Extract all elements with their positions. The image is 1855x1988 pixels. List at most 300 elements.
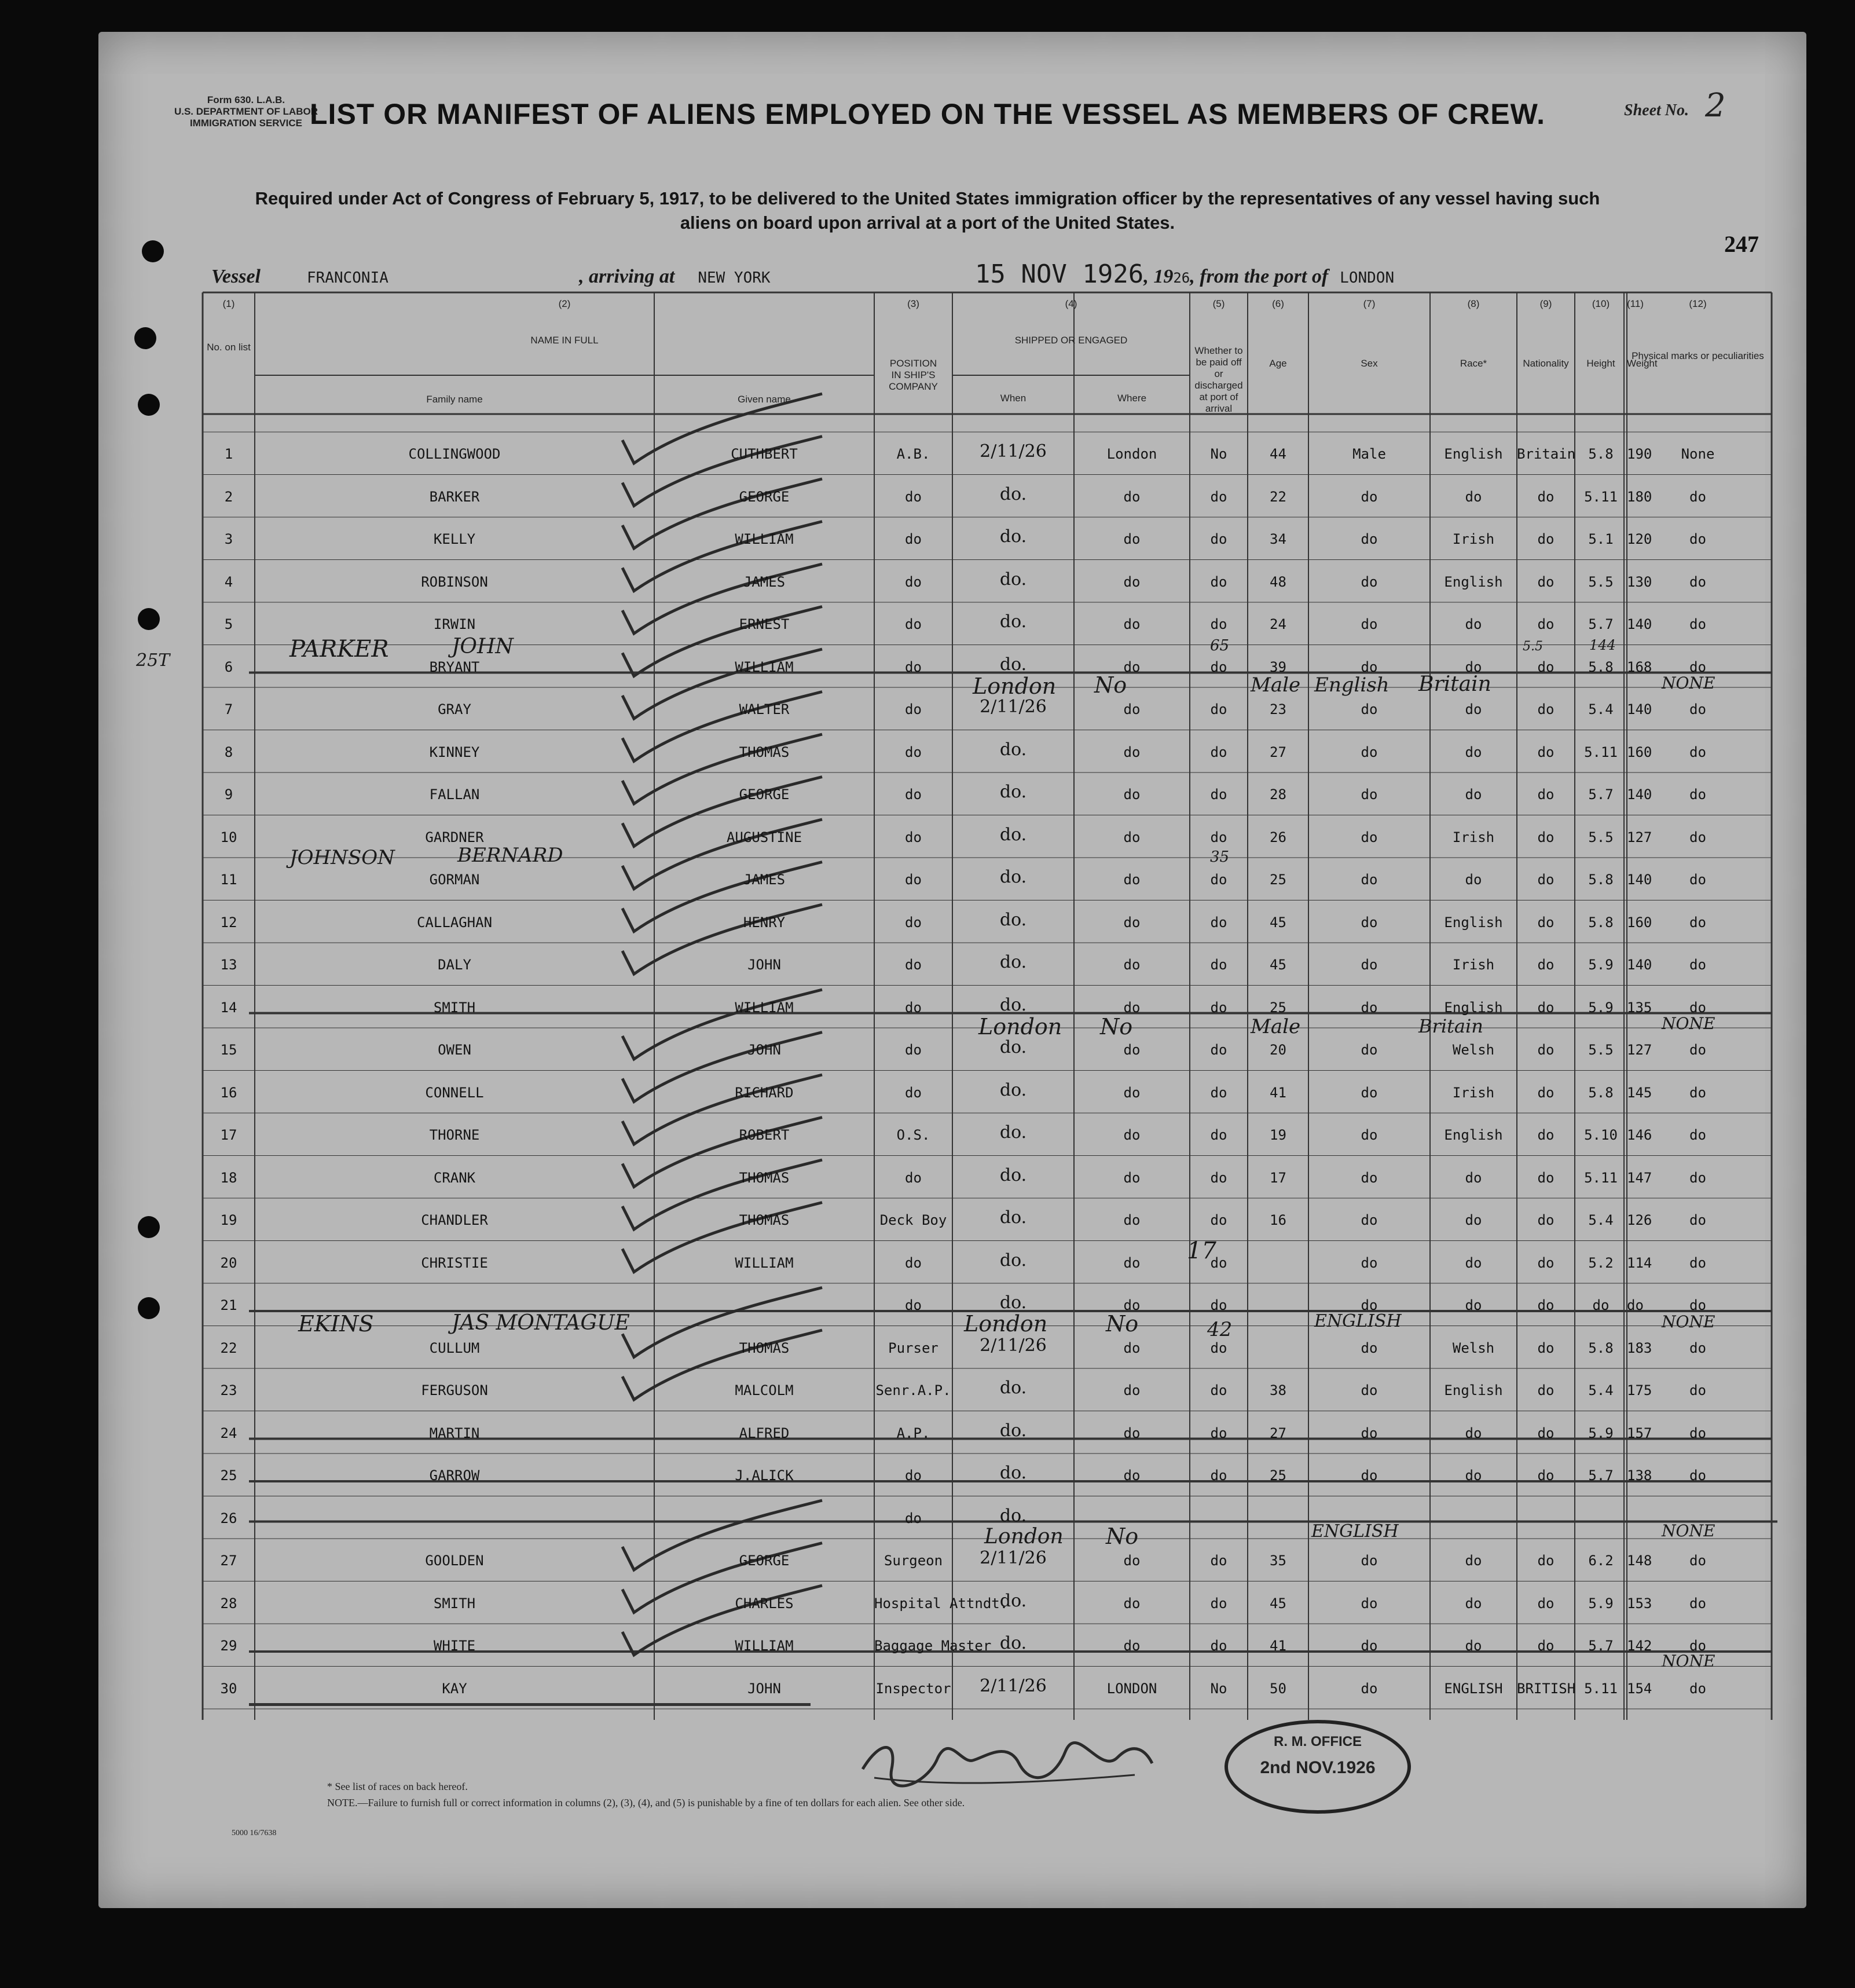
header-name-in-full: NAME IN FULL [530, 335, 599, 346]
row-marks: do [1689, 1297, 1706, 1313]
row-age: 25 [1270, 999, 1286, 1016]
row-race: English [1444, 573, 1503, 590]
row-position: do [905, 1254, 922, 1271]
header-nationality: Nationality [1523, 358, 1569, 369]
row-paid: do [1210, 999, 1227, 1016]
handwritten-r27-paid: No [1106, 1524, 1139, 1549]
row-nat: do [1537, 829, 1555, 845]
row-marks: None [1681, 446, 1715, 462]
row-marks: do [1689, 1212, 1706, 1228]
row-weight: 160 [1627, 914, 1652, 931]
row-sex: do [1361, 1595, 1378, 1612]
row-position: do [905, 531, 922, 547]
row-when: do. [999, 739, 1027, 760]
row-when: do. [999, 994, 1027, 1015]
row-position: do [905, 744, 922, 760]
row-family: CULLUM [429, 1339, 480, 1356]
row-family: CHRISTIE [421, 1254, 488, 1271]
row-family: BRYANT [429, 658, 480, 675]
row-nat: do [1537, 658, 1555, 675]
row-when: do. [999, 1037, 1027, 1057]
row-family: SMITH [433, 999, 476, 1016]
row-race: do [1465, 1595, 1482, 1612]
row-no: 25 [220, 1467, 237, 1484]
row-weight: 140 [1627, 786, 1652, 803]
row-race: do [1465, 1425, 1482, 1441]
row-height: 5.5 [1588, 573, 1614, 590]
row-paid: do [1210, 573, 1227, 590]
row-race: do [1465, 872, 1482, 888]
row-given: GEORGE [739, 1553, 790, 1569]
year-label: , 19 [1143, 266, 1174, 287]
row-when: do. [999, 782, 1027, 802]
row-family: WHITE [433, 1638, 476, 1654]
row-race: Irish [1452, 531, 1495, 547]
row-where: do [1123, 1638, 1141, 1654]
row-sex: do [1361, 488, 1378, 505]
row-age: 45 [1270, 957, 1286, 973]
row-given: GEORGE [739, 786, 790, 803]
row-when: 2/11/26 [980, 1675, 1047, 1696]
row-race: do [1465, 1553, 1482, 1569]
row-sex: do [1361, 1638, 1378, 1654]
row-no: 19 [220, 1212, 237, 1228]
row-height: 5.9 [1588, 957, 1614, 973]
row-where: do [1123, 531, 1141, 547]
header-when: When [1000, 393, 1027, 404]
row-marks: do [1689, 1127, 1706, 1143]
row-sex: do [1361, 1169, 1378, 1186]
row-height: 5.10 [1584, 1127, 1618, 1143]
row-sex: do [1361, 744, 1378, 760]
row-sex: do [1361, 829, 1378, 845]
row-paid: do [1210, 1169, 1227, 1186]
row-where: do [1123, 1297, 1141, 1313]
row-weight: 147 [1627, 1169, 1652, 1186]
row-nat: do [1537, 616, 1555, 632]
row-nat: do [1537, 1382, 1555, 1398]
row-sex: do [1361, 999, 1378, 1016]
row-family: MARTIN [429, 1425, 480, 1441]
handwritten-r15-paid: No [1100, 1014, 1133, 1039]
row-no: 30 [220, 1680, 237, 1697]
row-race: do [1465, 744, 1482, 760]
row-weight: 160 [1627, 744, 1652, 760]
header-age: Age [1269, 358, 1287, 369]
row-paid: do [1210, 914, 1227, 931]
row-sex: do [1361, 531, 1378, 547]
row-age: 44 [1270, 446, 1286, 462]
row-height: 6.2 [1588, 1553, 1614, 1569]
row-no: 13 [220, 957, 237, 973]
row-height: 5.7 [1588, 1467, 1614, 1484]
row-nat: do [1537, 1553, 1555, 1569]
row-given: JOHN [747, 1042, 781, 1058]
row-age: 24 [1270, 616, 1286, 632]
row-age: 38 [1270, 1382, 1286, 1398]
handwritten-r27-marks: NONE [1662, 1521, 1715, 1540]
row-nat: do [1537, 1297, 1555, 1313]
row-nat: do [1537, 1042, 1555, 1058]
row-height: 5.8 [1588, 914, 1614, 931]
row-position: Baggage Master [874, 1638, 992, 1654]
row-when: do. [999, 654, 1027, 675]
handwritten-r22-given: JAS MONTAGUE [452, 1310, 630, 1335]
row-marks: do [1689, 616, 1706, 632]
row-given: JAMES [743, 573, 786, 590]
row-nat: do [1537, 1595, 1555, 1612]
row-marks: do [1689, 744, 1706, 760]
row-weight: do [1627, 1297, 1644, 1313]
column-number: (10) [1592, 298, 1610, 309]
row-family: BARKER [429, 488, 480, 505]
row-position: do [905, 786, 922, 803]
row-given: JOHN [747, 1680, 781, 1697]
row-no: 14 [220, 999, 237, 1016]
row-marks: do [1689, 1382, 1706, 1398]
row-given: ROBERT [739, 1127, 790, 1143]
row-marks: do [1689, 786, 1706, 803]
row-no: 7 [224, 701, 233, 717]
row-age: 26 [1270, 829, 1286, 845]
row-nat: Britain [1517, 446, 1576, 462]
row-where: do [1123, 872, 1141, 888]
row-family: CRANK [433, 1169, 476, 1186]
print-code: 5000 16/7638 [232, 1829, 277, 1837]
row-no: 27 [220, 1553, 237, 1569]
row-when: do. [999, 952, 1027, 972]
row-weight: 148 [1627, 1553, 1652, 1569]
row-race: do [1465, 658, 1482, 675]
row-where: do [1123, 658, 1141, 675]
row-sex: do [1361, 1339, 1378, 1356]
row-given: J.ALICK [735, 1467, 794, 1484]
row-sex: do [1361, 573, 1378, 590]
vessel-label: Vessel [211, 266, 261, 287]
handwritten-r7-race: English [1314, 673, 1390, 697]
header-where: Where [1117, 393, 1147, 404]
row-position: do [905, 1042, 922, 1058]
row-weight: 153 [1627, 1595, 1652, 1612]
row-family: SMITH [433, 1595, 476, 1612]
row-height: 5.7 [1588, 1638, 1614, 1654]
row-paid: do [1210, 1212, 1227, 1228]
row-paid: do [1210, 872, 1227, 888]
row-sex: do [1361, 786, 1378, 803]
row-nat: do [1537, 957, 1555, 973]
row-no: 10 [220, 829, 237, 845]
row-nat: do [1537, 872, 1555, 888]
header-race: Race* [1460, 358, 1487, 369]
row-position: do [905, 999, 922, 1016]
handwritten-r6-family: PARKER [289, 635, 389, 662]
row-marks: do [1689, 957, 1706, 973]
row-race: do [1465, 1638, 1482, 1654]
row-sex: do [1361, 957, 1378, 973]
row-where: do [1123, 1467, 1141, 1484]
row-where: do [1123, 1042, 1141, 1058]
row-weight: 127 [1627, 829, 1652, 845]
row-nat: BRITISH [1517, 1680, 1576, 1697]
row-no: 5 [224, 616, 233, 632]
date-stamp: 15 NOV 1926 [974, 259, 1144, 289]
handwritten-r6-given: JOHN [452, 634, 514, 658]
row-family: GARROW [429, 1467, 480, 1484]
department: U.S. DEPARTMENT OF LABOR [174, 106, 318, 117]
row-sex: do [1361, 914, 1378, 931]
row-nat: do [1537, 744, 1555, 760]
row-paid: do [1210, 744, 1227, 760]
row-when: do. [999, 569, 1027, 590]
row-paid: do [1210, 1042, 1227, 1058]
row-paid: do [1210, 531, 1227, 547]
row-where: do [1123, 744, 1141, 760]
row-age: 19 [1270, 1127, 1286, 1143]
row-height: 5.4 [1588, 1382, 1614, 1398]
row-position: do [905, 829, 922, 845]
column-number: (6) [1272, 298, 1284, 309]
row-marks: do [1689, 1254, 1706, 1271]
row-race: do [1465, 488, 1482, 505]
handwritten-r11-given: BERNARD [457, 844, 563, 867]
row-weight: 140 [1627, 957, 1652, 973]
row-position: do [905, 872, 922, 888]
row-paid: do [1210, 786, 1227, 803]
row-sex: Male [1352, 446, 1386, 462]
row-age: 25 [1270, 872, 1286, 888]
row-sex: do [1361, 1212, 1378, 1228]
row-race: Welsh [1452, 1042, 1495, 1058]
row-position: do [905, 1169, 922, 1186]
vessel-name: FRANCONIA [307, 269, 388, 287]
row-where: do [1123, 829, 1141, 845]
row-position: Hospital Attndt. [874, 1595, 1009, 1612]
handwritten-r15-marks: NONE [1662, 1014, 1715, 1033]
row-position: do [905, 701, 922, 717]
row-sex: do [1361, 1254, 1378, 1271]
row-family: GARDNER [425, 829, 484, 845]
row-nat: do [1537, 999, 1555, 1016]
row-weight: 154 [1627, 1680, 1652, 1697]
row-height: 5.8 [1588, 1339, 1614, 1356]
row-race: do [1465, 1297, 1482, 1313]
row-marks: do [1689, 1553, 1706, 1569]
row-marks: do [1689, 914, 1706, 931]
row-weight: 135 [1627, 999, 1652, 1016]
row-sex: do [1361, 616, 1378, 632]
row-family: DALY [438, 957, 471, 973]
row-age: 35 [1270, 1553, 1286, 1569]
row-given: WILLIAM [735, 1254, 794, 1271]
handwritten-r7-nat: Britain [1418, 672, 1491, 696]
row-weight: 175 [1627, 1382, 1652, 1398]
header-no-on-list: No. on list [207, 342, 251, 353]
row-given: CHARLES [735, 1595, 794, 1612]
row-no: 17 [220, 1127, 237, 1143]
row-sex: do [1361, 658, 1378, 675]
row-sex: do [1361, 1425, 1378, 1441]
row-where: do [1123, 1254, 1141, 1271]
row-weight: 168 [1627, 658, 1652, 675]
subtitle-line-1: Required under Act of Congress of February 5, 1917, to be delivered to the United States immigration officer by the representatives of any vessel having such [255, 188, 1600, 208]
row-family: KAY [442, 1680, 467, 1697]
from-port: LONDON [1340, 269, 1395, 287]
row-no: 3 [224, 531, 233, 547]
row-paid: do [1210, 1553, 1227, 1569]
row-given: JOHN [747, 957, 781, 973]
row-marks: do [1689, 1339, 1706, 1356]
row-given: CUTHBERT [731, 446, 798, 462]
row-marks: do [1689, 1638, 1706, 1654]
row-race: do [1465, 1467, 1482, 1484]
row-race: Irish [1452, 1084, 1495, 1101]
row-where: do [1123, 957, 1141, 973]
row-no: 16 [220, 1084, 237, 1101]
row-height: 5.11 [1584, 488, 1618, 505]
row-family: GOOLDEN [425, 1553, 484, 1569]
row-position: do [905, 616, 922, 632]
row-height: 5.4 [1588, 1212, 1614, 1228]
row-height: 5.5 [1588, 1042, 1614, 1058]
handwritten-r27-where: London [984, 1525, 1064, 1548]
row-when: do. [999, 526, 1027, 547]
row-family: IRWIN [433, 616, 476, 632]
handwritten-r7-where: London [973, 673, 1057, 699]
row-when: do. [999, 1378, 1027, 1398]
row-sex: do [1361, 1467, 1378, 1484]
row-nat: do [1537, 531, 1555, 547]
row-family: CHANDLER [421, 1212, 488, 1228]
row-height: 5.9 [1588, 1425, 1614, 1441]
row-given: THOMAS [739, 1169, 790, 1186]
form-number: Form 630. L.A.B. [207, 94, 285, 105]
row-age: 16 [1270, 1212, 1286, 1228]
subtitle-line-2: aliens on board upon arrival at a port of the United States. [680, 213, 1175, 233]
row-position: Surgeon [883, 1553, 943, 1569]
row-height: 5.11 [1584, 744, 1618, 760]
row-age: 20 [1270, 1042, 1286, 1058]
row-marks: do [1689, 829, 1706, 845]
from-label: , from the port of [1190, 266, 1329, 287]
row-race: do [1465, 786, 1482, 803]
sheet-number: 2 [1705, 87, 1726, 125]
row-paid: do [1210, 701, 1227, 717]
row-family: THORNE [429, 1127, 480, 1143]
row-race: English [1444, 1127, 1503, 1143]
page-title: LIST OR MANIFEST OF ALIENS EMPLOYED ON THE VESSEL AS MEMBERS OF CREW. [310, 98, 1545, 130]
row-when: 2/11/26 [980, 441, 1047, 462]
row-given: THOMAS [739, 744, 790, 760]
row-marks: do [1689, 1169, 1706, 1186]
handwritten-r30-marks: NONE [1662, 1651, 1715, 1671]
handwritten-r22-where: London [964, 1310, 1048, 1337]
row-weight: 127 [1627, 1042, 1652, 1058]
row-family: CONNELL [425, 1084, 484, 1101]
row-age: 25 [1270, 1467, 1286, 1484]
stamp-date: 2nd NOV.1926 [1260, 1758, 1376, 1777]
row-family: GRAY [438, 701, 471, 717]
row-sex: do [1361, 1553, 1378, 1569]
row-height: do [1592, 1297, 1610, 1313]
row-where: do [1123, 914, 1141, 931]
row-family: COLLINGWOOD [408, 446, 501, 462]
row-marks: do [1689, 1467, 1706, 1484]
row-nat: do [1537, 1467, 1555, 1484]
header-shipped: SHIPPED OR ENGAGED [1014, 335, 1128, 346]
row-position: do [905, 658, 922, 675]
row-nat: do [1537, 1254, 1555, 1271]
row-where: do [1123, 1212, 1141, 1228]
row-where: London [1106, 446, 1157, 462]
column-number: (4) [1065, 298, 1077, 309]
row-nat: do [1537, 1127, 1555, 1143]
page-number: 247 [1724, 231, 1759, 257]
row-race: do [1465, 1212, 1482, 1228]
row-given: WALTER [739, 701, 790, 717]
row-position: do [905, 1467, 922, 1484]
row-given: JAMES [743, 872, 786, 888]
row-when: do. [999, 1122, 1027, 1143]
row-where: do [1123, 701, 1141, 717]
row-nat: do [1537, 488, 1555, 505]
column-number: (7) [1363, 298, 1376, 309]
handwritten-r6-height: 5.5 [1523, 639, 1543, 654]
row-family: ROBINSON [421, 573, 488, 590]
row-given: ALFRED [739, 1425, 790, 1441]
row-no: 12 [220, 914, 237, 931]
row-age: 48 [1270, 573, 1286, 590]
row-height: 5.7 [1588, 616, 1614, 632]
row-paid: do [1210, 1638, 1227, 1654]
row-race: Irish [1452, 829, 1495, 845]
row-no: 24 [220, 1425, 237, 1441]
row-where: do [1123, 1169, 1141, 1186]
row-sex: do [1361, 1680, 1378, 1697]
row-paid: do [1210, 829, 1227, 845]
row-weight: 140 [1627, 616, 1652, 632]
row-where: do [1123, 1553, 1141, 1569]
year-value: 26 [1173, 270, 1190, 286]
row-no: 21 [220, 1297, 237, 1313]
row-when: do. [999, 1590, 1027, 1611]
row-family: GORMAN [429, 872, 480, 888]
row-family: KINNEY [429, 744, 480, 760]
handwritten-r7-sex: Male [1251, 673, 1301, 697]
handwritten-r22-family: EKINS [298, 1310, 374, 1337]
row-no: 1 [224, 446, 233, 462]
handwritten-r22-marks: NONE [1662, 1312, 1715, 1331]
row-marks: do [1689, 658, 1706, 675]
row-given: RICHARD [735, 1084, 794, 1101]
header-position: POSITION IN SHIP'S COMPANY [889, 358, 938, 392]
row-nat: do [1537, 1425, 1555, 1441]
row-weight: 142 [1627, 1638, 1652, 1654]
row-age: 23 [1270, 701, 1286, 717]
row-paid: do [1210, 1339, 1227, 1356]
row-given: ERNEST [739, 616, 790, 632]
row-given: WILLIAM [735, 658, 794, 675]
column-number: (11) [1627, 298, 1644, 309]
row-age: 27 [1270, 744, 1286, 760]
row-weight: 114 [1627, 1254, 1652, 1271]
row-given: GEORGE [739, 488, 790, 505]
row-position: do [905, 1297, 922, 1313]
row-no: 15 [220, 1042, 237, 1058]
row-no: 20 [220, 1254, 237, 1271]
row-marks: do [1689, 1595, 1706, 1612]
row-position: A.B. [896, 446, 930, 462]
row-sex: do [1361, 1297, 1378, 1313]
